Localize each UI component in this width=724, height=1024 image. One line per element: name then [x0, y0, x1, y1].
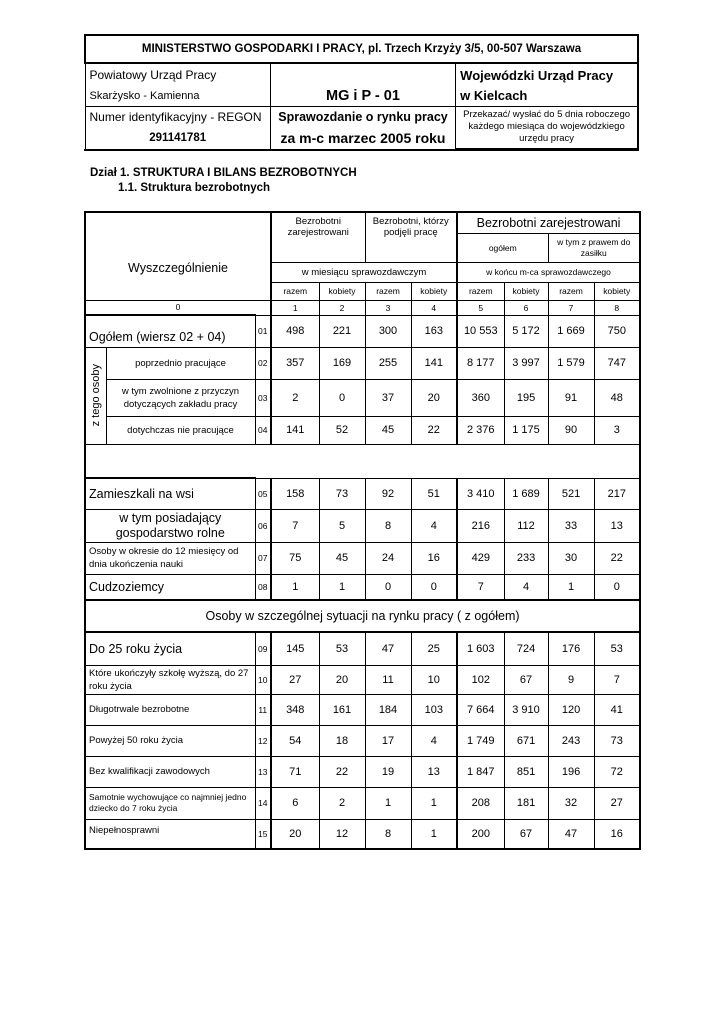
value-cell: 141 [271, 416, 319, 444]
value-cell: 750 [594, 315, 640, 347]
office-label: Powiatowy Urząd Pracy [85, 63, 270, 86]
row-label: Ogółem (wiersz 02 + 04) [85, 315, 255, 347]
value-cell: 747 [594, 347, 640, 379]
header-end-month: w końcu m-ca sprawozdawczego [457, 262, 640, 282]
value-cell: 13 [411, 756, 457, 787]
form-code: MG i P - 01 [270, 63, 455, 106]
value-cell: 243 [548, 725, 594, 756]
value-cell: 37 [365, 379, 411, 416]
row-number: 11 [255, 694, 271, 725]
value-cell: 3 910 [504, 694, 548, 725]
value-cell: 20 [271, 819, 319, 849]
value-cell: 11 [365, 665, 411, 694]
value-cell: 41 [594, 694, 640, 725]
value-cell: 1 [548, 574, 594, 600]
subheader-kobiety: kobiety [594, 282, 640, 300]
report-period: za m-c marzec 2005 roku [270, 127, 455, 149]
value-cell: 120 [548, 694, 594, 725]
value-cell: 32 [548, 787, 594, 819]
value-cell: 73 [319, 478, 365, 509]
value-cell: 357 [271, 347, 319, 379]
value-cell: 1 847 [457, 756, 504, 787]
header-with-benefit: w tym z prawem do zasiłku [548, 233, 640, 262]
table-row [85, 542, 640, 574]
value-cell: 7 664 [457, 694, 504, 725]
row-number: 13 [255, 756, 271, 787]
value-cell: 1 579 [548, 347, 594, 379]
row-number: 12 [255, 725, 271, 756]
table-row [85, 665, 640, 694]
value-cell: 4 [411, 725, 457, 756]
subheader-kobiety: kobiety [411, 282, 457, 300]
value-cell: 3 [594, 416, 640, 444]
value-cell: 71 [271, 756, 319, 787]
value-cell: 195 [504, 379, 548, 416]
spec-column-header: Wyszczególnienie [85, 212, 271, 300]
table-row [85, 819, 640, 849]
z-tego-osoby-text: z tego osoby [89, 364, 102, 427]
column-number: 5 [457, 300, 504, 315]
row-number: 06 [255, 509, 271, 542]
row-label: Powyżej 50 roku życia [85, 725, 255, 756]
value-cell: 181 [504, 787, 548, 819]
row-number: 08 [255, 574, 271, 600]
value-cell: 0 [594, 574, 640, 600]
column-number: 3 [365, 300, 411, 315]
value-cell: 25 [411, 632, 457, 665]
regon-label: Numer identyfikacyjny - REGON [85, 106, 270, 127]
office-city: Skarżysko - Kamienna [85, 86, 270, 106]
value-cell: 1 603 [457, 632, 504, 665]
row-label: Zamieszkali na wsi [85, 478, 255, 509]
row-number: 15 [255, 819, 271, 849]
table-row [85, 694, 640, 725]
row-label: w tym zwolnione z przyczyn dotyczących zakładu pracy [106, 379, 255, 416]
value-cell: 7 [457, 574, 504, 600]
value-cell: 30 [548, 542, 594, 574]
value-cell: 1 [319, 574, 365, 600]
value-cell: 184 [365, 694, 411, 725]
table-row [85, 379, 640, 416]
value-cell: 4 [411, 509, 457, 542]
value-cell: 54 [271, 725, 319, 756]
value-cell: 429 [457, 542, 504, 574]
column-number: 8 [594, 300, 640, 315]
value-cell: 10 553 [457, 315, 504, 347]
header-started-work: Bezrobotni, którzy podjęli pracę [365, 212, 457, 262]
header-divider [84, 149, 639, 151]
value-cell: 7 [594, 665, 640, 694]
value-cell: 169 [319, 347, 365, 379]
value-cell: 7 [271, 509, 319, 542]
column-number: 2 [319, 300, 365, 315]
value-cell: 200 [457, 819, 504, 849]
table-row [85, 416, 640, 444]
column-number: 4 [411, 300, 457, 315]
value-cell: 27 [271, 665, 319, 694]
value-cell: 48 [594, 379, 640, 416]
value-cell: 1 175 [504, 416, 548, 444]
table-row [85, 347, 640, 379]
value-cell: 255 [365, 347, 411, 379]
regional-city: w Kielcach [456, 86, 638, 106]
row-number: 04 [255, 416, 271, 444]
value-cell: 24 [365, 542, 411, 574]
table-row [85, 756, 640, 787]
header-registered: Bezrobotni zarejestrowani [271, 212, 365, 262]
row-number: 02 [255, 347, 271, 379]
row-label: Do 25 roku życia [85, 632, 255, 665]
value-cell: 216 [457, 509, 504, 542]
value-cell: 13 [594, 509, 640, 542]
table-row [85, 632, 640, 665]
row-number: 01 [255, 315, 271, 347]
value-cell: 17 [365, 725, 411, 756]
value-cell: 217 [594, 478, 640, 509]
value-cell: 47 [365, 632, 411, 665]
column-number: 1 [271, 300, 319, 315]
row-label: poprzednio pracujące [106, 347, 255, 379]
spacer-row [85, 444, 640, 478]
section-title: Dział 1. STRUKTURA I BILANS BEZROBOTNYCH [90, 167, 357, 179]
table-row [85, 787, 640, 819]
row-label: w tym posiadający gospodarstwo rolne [85, 509, 255, 542]
value-cell: 72 [594, 756, 640, 787]
report-title: Sprawozdanie o rynku pracy [270, 106, 455, 127]
value-cell: 112 [504, 509, 548, 542]
column-number: 7 [548, 300, 594, 315]
value-cell: 3 997 [504, 347, 548, 379]
value-cell: 1 749 [457, 725, 504, 756]
value-cell: 91 [548, 379, 594, 416]
value-cell: 233 [504, 542, 548, 574]
value-cell: 221 [319, 315, 365, 347]
value-cell: 6 [271, 787, 319, 819]
value-cell: 671 [504, 725, 548, 756]
value-cell: 53 [594, 632, 640, 665]
row-number: 10 [255, 665, 271, 694]
value-cell: 53 [319, 632, 365, 665]
unemployment-structure-table [84, 211, 641, 850]
row-label: Długotrwale bezrobotne [85, 694, 255, 725]
section-subtitle: 1.1. Struktura bezrobotnych [118, 182, 271, 194]
value-cell: 5 [319, 509, 365, 542]
value-cell: 0 [365, 574, 411, 600]
row-label: Które ukończyły szkołę wyższą, do 27 roku życia [85, 665, 255, 694]
value-cell: 196 [548, 756, 594, 787]
value-cell: 3 410 [457, 478, 504, 509]
value-cell: 20 [319, 665, 365, 694]
value-cell: 22 [319, 756, 365, 787]
value-cell: 10 [411, 665, 457, 694]
value-cell: 8 [365, 819, 411, 849]
value-cell: 176 [548, 632, 594, 665]
value-cell: 51 [411, 478, 457, 509]
value-cell: 5 172 [504, 315, 548, 347]
value-cell: 8 177 [457, 347, 504, 379]
table-row [85, 478, 640, 509]
value-cell: 2 376 [457, 416, 504, 444]
row-number: 14 [255, 787, 271, 819]
value-cell: 724 [504, 632, 548, 665]
table-row [85, 574, 640, 600]
row-number: 09 [255, 632, 271, 665]
value-cell: 92 [365, 478, 411, 509]
value-cell: 22 [411, 416, 457, 444]
value-cell: 4 [504, 574, 548, 600]
value-cell: 47 [548, 819, 594, 849]
header-overall: ogółem [457, 233, 548, 262]
subheader-razem: razem [271, 282, 319, 300]
z-tego-osoby-label [85, 347, 106, 444]
value-cell: 145 [271, 632, 319, 665]
value-cell: 45 [365, 416, 411, 444]
value-cell: 33 [548, 509, 594, 542]
table-row [85, 315, 640, 347]
row-label: Osoby w okresie do 12 miesięcy od dnia ukończenia nauki [85, 542, 255, 574]
value-cell: 45 [319, 542, 365, 574]
value-cell: 498 [271, 315, 319, 347]
value-cell: 27 [594, 787, 640, 819]
value-cell: 8 [365, 509, 411, 542]
value-cell: 102 [457, 665, 504, 694]
value-cell: 521 [548, 478, 594, 509]
value-cell: 163 [411, 315, 457, 347]
value-cell: 19 [365, 756, 411, 787]
value-cell: 103 [411, 694, 457, 725]
value-cell: 67 [504, 665, 548, 694]
value-cell: 16 [594, 819, 640, 849]
value-cell: 75 [271, 542, 319, 574]
row-label: Niepełnosprawni [85, 819, 255, 849]
header-registered-total: Bezrobotni zarejestrowani [457, 212, 640, 233]
value-cell: 1 689 [504, 478, 548, 509]
subheader-razem: razem [457, 282, 504, 300]
row-label: Bez kwalifikacji zawodowych [85, 756, 255, 787]
value-cell: 161 [319, 694, 365, 725]
value-cell: 141 [411, 347, 457, 379]
value-cell: 360 [457, 379, 504, 416]
value-cell: 0 [319, 379, 365, 416]
value-cell: 90 [548, 416, 594, 444]
table-row [85, 509, 640, 542]
value-cell: 16 [411, 542, 457, 574]
value-cell: 73 [594, 725, 640, 756]
value-cell: 67 [504, 819, 548, 849]
value-cell: 52 [319, 416, 365, 444]
value-cell: 208 [457, 787, 504, 819]
row-label: dotychczas nie pracujące [106, 416, 255, 444]
value-cell: 20 [411, 379, 457, 416]
subheader-razem: razem [548, 282, 594, 300]
table-row [85, 725, 640, 756]
value-cell: 300 [365, 315, 411, 347]
value-cell: 348 [271, 694, 319, 725]
value-cell: 1 669 [548, 315, 594, 347]
value-cell: 1 [271, 574, 319, 600]
value-cell: 851 [504, 756, 548, 787]
special-situation-header: Osoby w szczególnej sytuacji na rynku pracy ( z ogółem) [85, 600, 640, 632]
column-number: 0 [85, 300, 271, 315]
subheader-kobiety: kobiety [319, 282, 365, 300]
header-in-month: w miesiącu sprawozdawczym [271, 262, 457, 282]
row-number: 07 [255, 542, 271, 574]
report-header [84, 34, 639, 150]
regon-value: 291141781 [85, 127, 270, 149]
value-cell: 158 [271, 478, 319, 509]
ministry-title: MINISTERSTWO GOSPODARKI I PRACY, pl. Trzech Krzyży 3/5, 00-507 Warszawa [85, 35, 638, 63]
regional-office: Wojewódzki Urząd Pracy [456, 63, 638, 86]
deadline-note: Przekazać/ wysłać do 5 dnia roboczego każdego miesiąca do wojewódzkiego urzędu pracy [456, 106, 638, 149]
row-label: Cudzoziemcy [85, 574, 255, 600]
value-cell: 18 [319, 725, 365, 756]
value-cell: 0 [411, 574, 457, 600]
value-cell: 2 [271, 379, 319, 416]
row-label: Samotnie wychowujące co najmniej jedno dziecko do 7 roku życia [85, 787, 255, 819]
value-cell: 22 [594, 542, 640, 574]
value-cell: 1 [365, 787, 411, 819]
row-number: 03 [255, 379, 271, 416]
subheader-kobiety: kobiety [504, 282, 548, 300]
value-cell: 2 [319, 787, 365, 819]
subheader-razem: razem [365, 282, 411, 300]
value-cell: 9 [548, 665, 594, 694]
value-cell: 1 [411, 819, 457, 849]
value-cell: 12 [319, 819, 365, 849]
row-number: 05 [255, 478, 271, 509]
value-cell: 1 [411, 787, 457, 819]
column-number: 6 [504, 300, 548, 315]
